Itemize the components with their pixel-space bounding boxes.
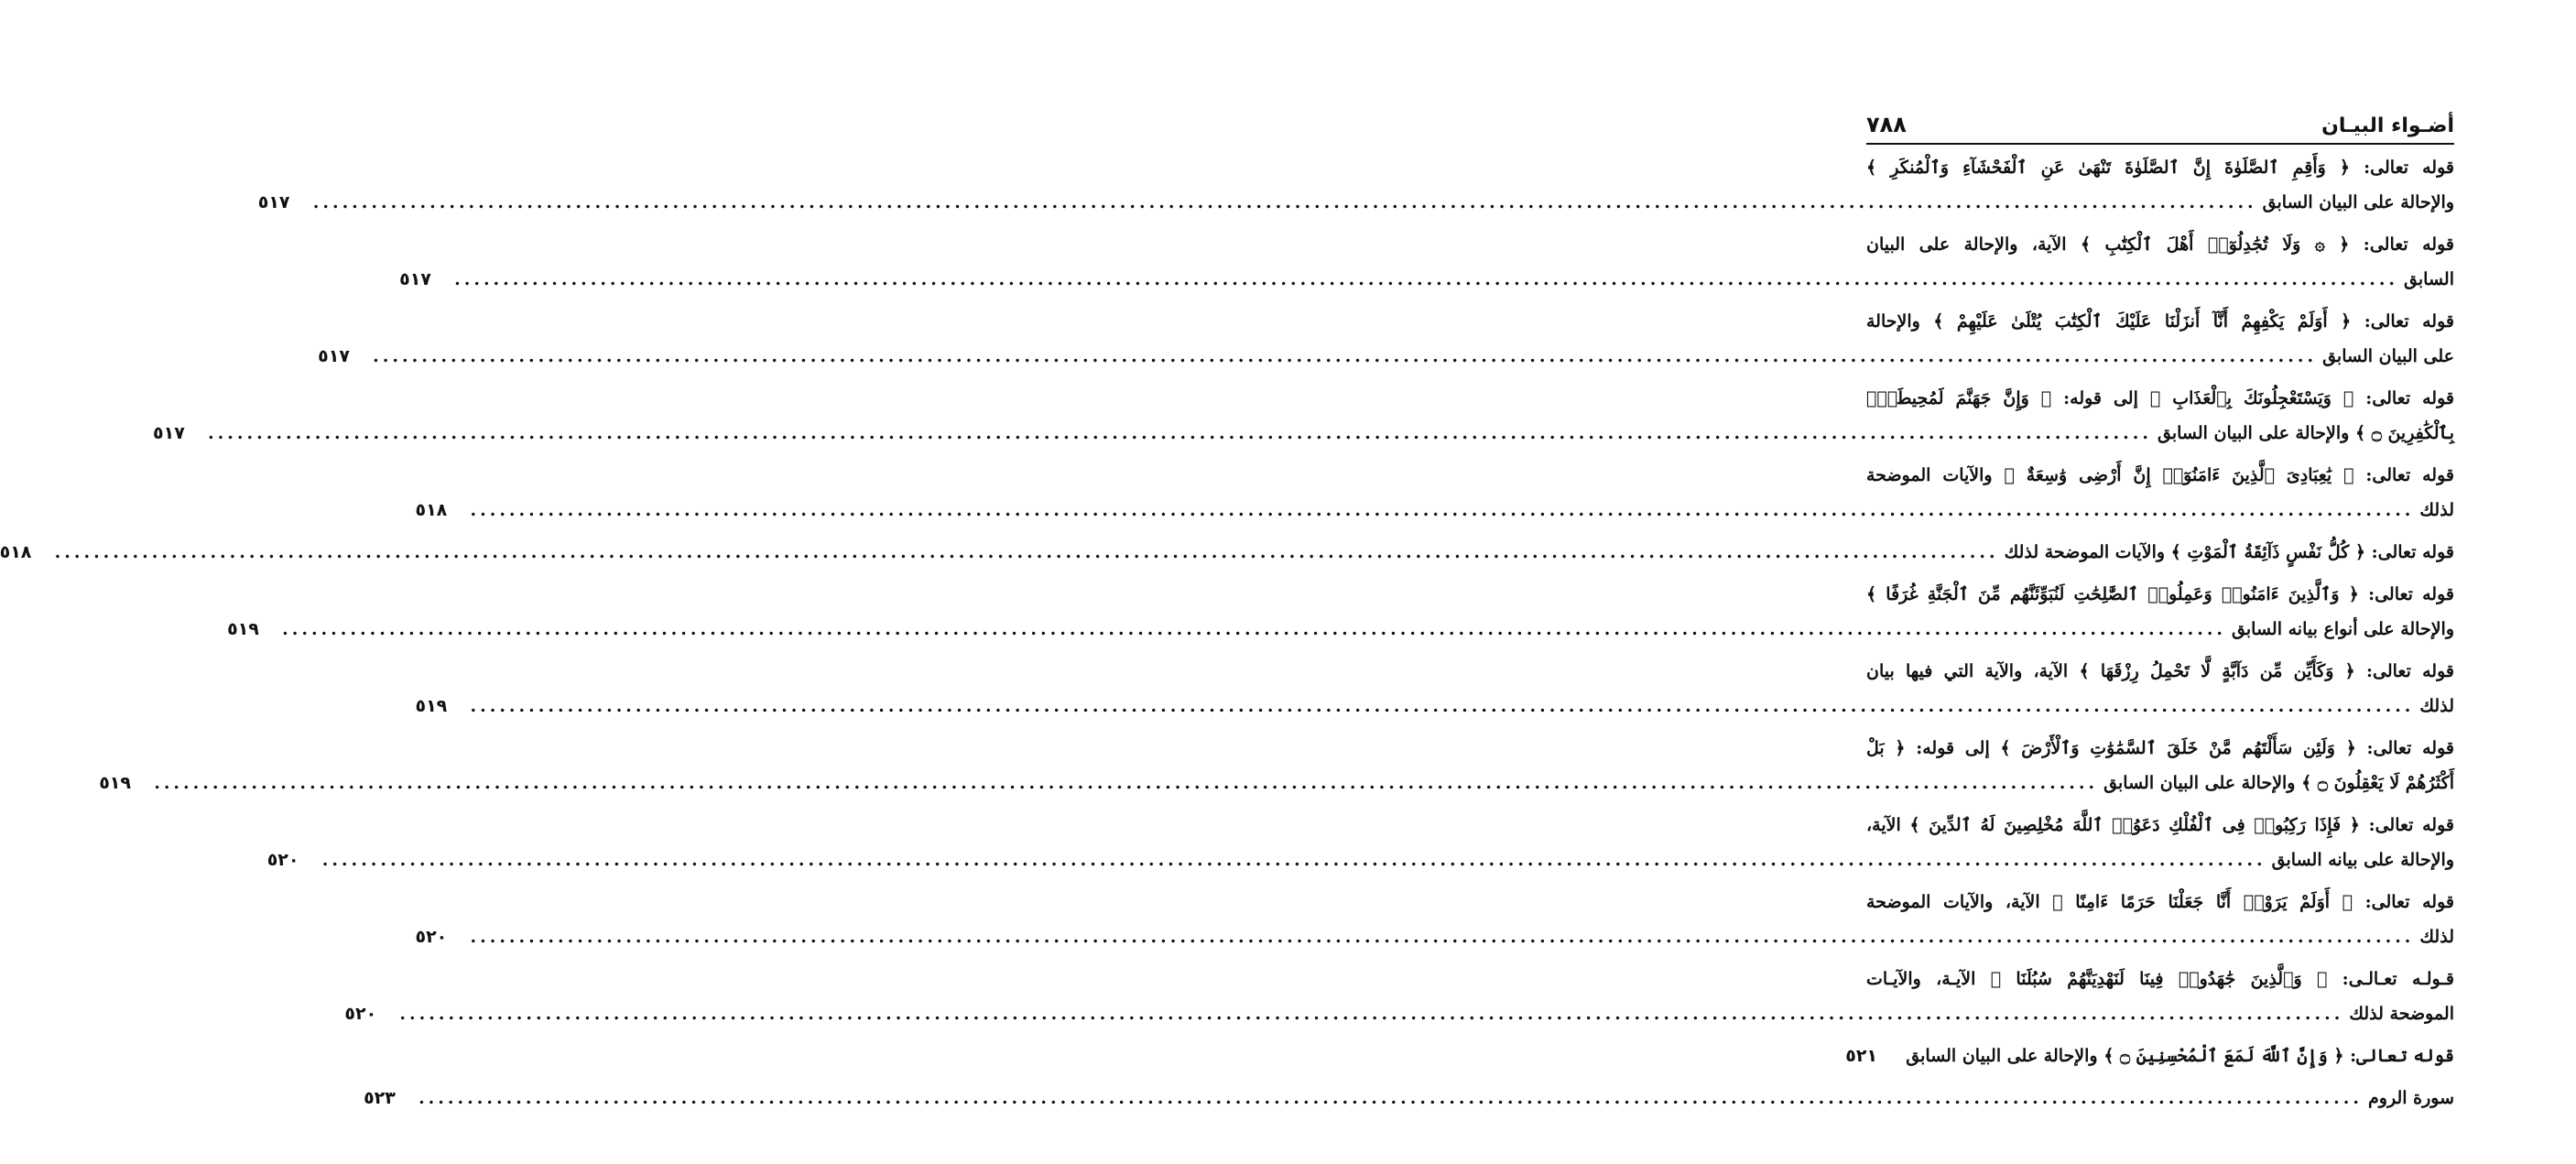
toc-page-number: ٥١٩ xyxy=(99,773,131,793)
toc-entry-text: على البيان السابق xyxy=(2322,346,2454,366)
toc-page-number: ٥١٩ xyxy=(415,696,448,716)
toc-page-number: ٥١٨ xyxy=(0,542,32,562)
book-title: أضـواء البيـان xyxy=(2321,114,2454,137)
toc-entry-text: الموضحة لذلك xyxy=(2349,1004,2454,1024)
toc-entry-text: قوله تعالى: ﴿ وَإِنَّ ٱللَّهَ لَمَعَ ٱلْمُحْسِنِينَ ۝ ﴾ والإحالة على البيان السابق xyxy=(1906,1046,2454,1066)
toc-entry[interactable] xyxy=(344,969,2454,1039)
leader-dots: ........................................................................................................................................................................................................ xyxy=(454,269,2399,289)
toc-entry-line xyxy=(1866,661,2454,696)
toc-entry[interactable] xyxy=(415,661,2454,731)
toc-page-number: ٥١٩ xyxy=(227,619,259,639)
toc-entry-last-line xyxy=(257,192,2454,227)
toc-entry-line xyxy=(1866,388,2454,423)
toc-entry-last-line xyxy=(99,773,2454,808)
toc-page-number: ٥١٨ xyxy=(415,500,448,520)
toc-entry[interactable] xyxy=(318,311,2454,381)
header-divider xyxy=(1866,143,2454,145)
toc-page-number: ٥٢٠ xyxy=(344,1004,377,1024)
toc-entry-last-line xyxy=(1845,1046,2454,1081)
toc-entry-text: قوله تعالى: ﴿ أَوَلَمْ يَكْفِهِمْ أَنَّآ أَنزَلْنَا عَلَيْكَ ٱلْكِتَٰبَ يُتْلَىٰ عَلَيْهِمْ ﴾ والإحالة xyxy=(1866,311,2454,332)
toc-entry-text: والإحالة على بيانه السابق xyxy=(2271,850,2454,870)
toc-entry[interactable] xyxy=(153,388,2454,458)
toc-entry[interactable] xyxy=(1845,1046,2454,1081)
toc-entry-line xyxy=(1866,465,2454,500)
leader-dots: ........................................................................................................................................................................................................ xyxy=(54,542,1999,562)
toc-entry-line xyxy=(1866,892,2454,927)
toc-entry-text: قوله تعالى: ﴿ وَٱلَّذِينَ ءَامَنُوا۟ وَعَمِلُوا۟ ٱلصَّٰلِحَٰتِ لَنُبَوِّئَنَّهُم مِّنَ ٱلْجَنَّةِ غُرَفًا ﴾ xyxy=(1866,584,2454,604)
toc-entry-text: والإحالة على البيان السابق xyxy=(2262,192,2454,212)
toc-page-number: ٥١٧ xyxy=(257,192,290,212)
leader-dots: ........................................................................................................................................................................................................ xyxy=(470,927,2415,947)
toc-page-number: ٥١٧ xyxy=(318,346,350,366)
toc-entry[interactable] xyxy=(99,738,2454,808)
toc-entry-last-line xyxy=(227,619,2454,654)
toc-entry[interactable] xyxy=(227,584,2454,654)
toc-entries xyxy=(0,158,2454,1123)
toc-entry[interactable] xyxy=(399,234,2454,304)
toc-page-number: ٥١٧ xyxy=(153,423,185,443)
toc-entry-last-line xyxy=(364,1088,2454,1123)
leader-dots: ........................................................................................................................................................................................................ xyxy=(321,850,2266,870)
toc-entry-line xyxy=(1866,584,2454,619)
toc-entry-text: قوله تعالى: ﴿ فَإِذَا رَكِبُوا۟ فِى ٱلْفُلْكِ دَعَوُا۟ ٱللَّهَ مُخْلِصِينَ لَهُ ٱلدِّينَ ﴾ الآية، xyxy=(1866,815,2454,835)
toc-entry[interactable] xyxy=(0,542,2454,577)
toc-entry-text: قوله تعالى: ﴿ وَيَسْتَعْجِلُونَكَ بِٱلْعَذَابِ ﴾ إلى قوله: ﴿ وَإِنَّ جَهَنَّمَ لَمُحِيطَةٌۢ xyxy=(1866,388,2454,408)
toc-page-number: ٥٢٣ xyxy=(364,1088,396,1108)
leader-dots: ........................................................................................................................................................................................................ xyxy=(154,773,2099,793)
toc-entry-last-line xyxy=(344,1004,2454,1039)
page-header xyxy=(1866,101,2454,137)
toc-entry-text: سورة الروم xyxy=(2368,1088,2454,1108)
toc-entry-line xyxy=(1866,969,2454,1004)
toc-entry-text: أَكْثَرُهُمْ لَا يَعْقِلُونَ ۝ ﴾ والإحالة على البيان السابق xyxy=(2103,773,2454,793)
toc-page-number: ٥٢٠ xyxy=(415,927,448,947)
toc-entry-text: السابق xyxy=(2404,269,2454,289)
leader-dots: ........................................................................................................................................................................................................ xyxy=(470,500,2415,520)
leader-dots: ........................................................................................................................................................................................................ xyxy=(373,346,2318,366)
page-number: ٧٨٨ xyxy=(1866,112,1907,137)
toc-entry-text: لذلك xyxy=(2419,696,2454,716)
leader-dots: ........................................................................................................................................................................................................ xyxy=(282,619,2227,639)
page xyxy=(0,101,2454,1130)
toc-page-number: ٥١٧ xyxy=(399,269,431,289)
toc-entry-text: قوله تعالى: ﴿ كُلُّ نَفْسٍ ذَآئِقَةُ ٱلْمَوْتِ ﴾ والآيات الموضحة لذلك xyxy=(2004,542,2454,562)
leader-dots: ........................................................................................................................................................................................................ xyxy=(399,1004,2344,1024)
toc-page-number: ٥٢٠ xyxy=(266,850,299,870)
toc-entry[interactable] xyxy=(415,892,2454,962)
toc-entry-text: لذلك xyxy=(2419,927,2454,947)
toc-entry[interactable] xyxy=(257,158,2454,227)
toc-entry-text: والإحالة على أنواع بيانه السابق xyxy=(2232,619,2454,639)
toc-entry-text: قوله تعالى: ﴿ وَأَقِمِ ٱلصَّلَوٰةَ إِنَّ ٱلصَّلَوٰةَ تَنْهَىٰ عَنِ ٱلْفَحْشَآءِ وَٱلْمُنكَرِ ﴾ xyxy=(1866,158,2454,178)
toc-entry-last-line xyxy=(266,850,2454,885)
toc-entry-text: لذلك xyxy=(2419,500,2454,520)
toc-entry-line xyxy=(1866,158,2454,192)
toc-entry-last-line xyxy=(318,346,2454,381)
toc-entry-line xyxy=(1866,234,2454,269)
leader-dots: ........................................................................................................................................................................................................ xyxy=(312,192,2257,212)
toc-entry-text: قوله تعالى: ﴿ وَلَئِن سَأَلْتَهُم مَّنْ خَلَقَ ٱلسَّمَٰوَٰتِ وَٱلْأَرْضَ ﴾ إلى قوله: ﴿ بَلْ xyxy=(1866,738,2454,758)
leader-dots: ........................................................................................................................................................................................................ xyxy=(470,696,2415,716)
toc-entry-last-line xyxy=(415,500,2454,535)
toc-entry-last-line xyxy=(399,269,2454,304)
toc-entry-last-line xyxy=(415,927,2454,962)
leader-dots: ........................................................................................................................................................................................................ xyxy=(418,1088,2364,1108)
toc-entry-text: بِٱلْكَٰفِرِينَ ۝ ﴾ والإحالة على البيان السابق xyxy=(2158,423,2454,443)
toc-entry-line xyxy=(1866,815,2454,850)
toc-page-number: ٥٢١ xyxy=(1845,1046,1878,1066)
toc-entry[interactable] xyxy=(364,1088,2454,1123)
leader-dots: ........................................................................................................................................................................................................ xyxy=(208,423,2152,443)
toc-entry-text: قوله تعالى: ﴿ وَكَأَيِّن مِّن دَآبَّةٍ لَّا تَحْمِلُ رِزْقَهَا ﴾ الآية، والآية التي فيها بيان xyxy=(1866,661,2454,681)
toc-entry-text: قوله تعالى: ﴿ يَٰعِبَادِىَ ٱلَّذِينَ ءَامَنُوٓا۟ إِنَّ أَرْضِى وَٰسِعَةٌ ﴾ والآيات الموضحة xyxy=(1866,465,2454,485)
toc-entry[interactable] xyxy=(266,815,2454,885)
toc-entry-text: قوله تعالى: ﴿ أَوَلَمْ يَرَوْا۟ أَنَّا جَعَلْنَا حَرَمًا ءَامِنًا ﴾ الآية، والآيات الموضحة xyxy=(1866,892,2454,912)
toc-entry[interactable] xyxy=(415,465,2454,535)
toc-entry-last-line xyxy=(415,696,2454,731)
toc-entry-line xyxy=(1866,311,2454,346)
toc-entry-text: قوله تعالى: ﴿ ۞ وَلَا تُجَٰدِلُوٓا۟ أَهْلَ ٱلْكِتَٰبِ ﴾ الآية، والإحالة على البيان xyxy=(1866,234,2454,255)
toc-entry-last-line xyxy=(153,423,2454,458)
toc-entry-last-line xyxy=(0,542,2454,577)
toc-entry-line xyxy=(1866,738,2454,773)
toc-entry-text: قـولـه تعـالـى: ﴿ وَٱلَّذِينَ جَٰهَدُوا۟ فِينَا لَنَهْدِيَنَّهُمْ سُبُلَنَا ﴾ الآيـة، والآيـات xyxy=(1866,969,2454,989)
